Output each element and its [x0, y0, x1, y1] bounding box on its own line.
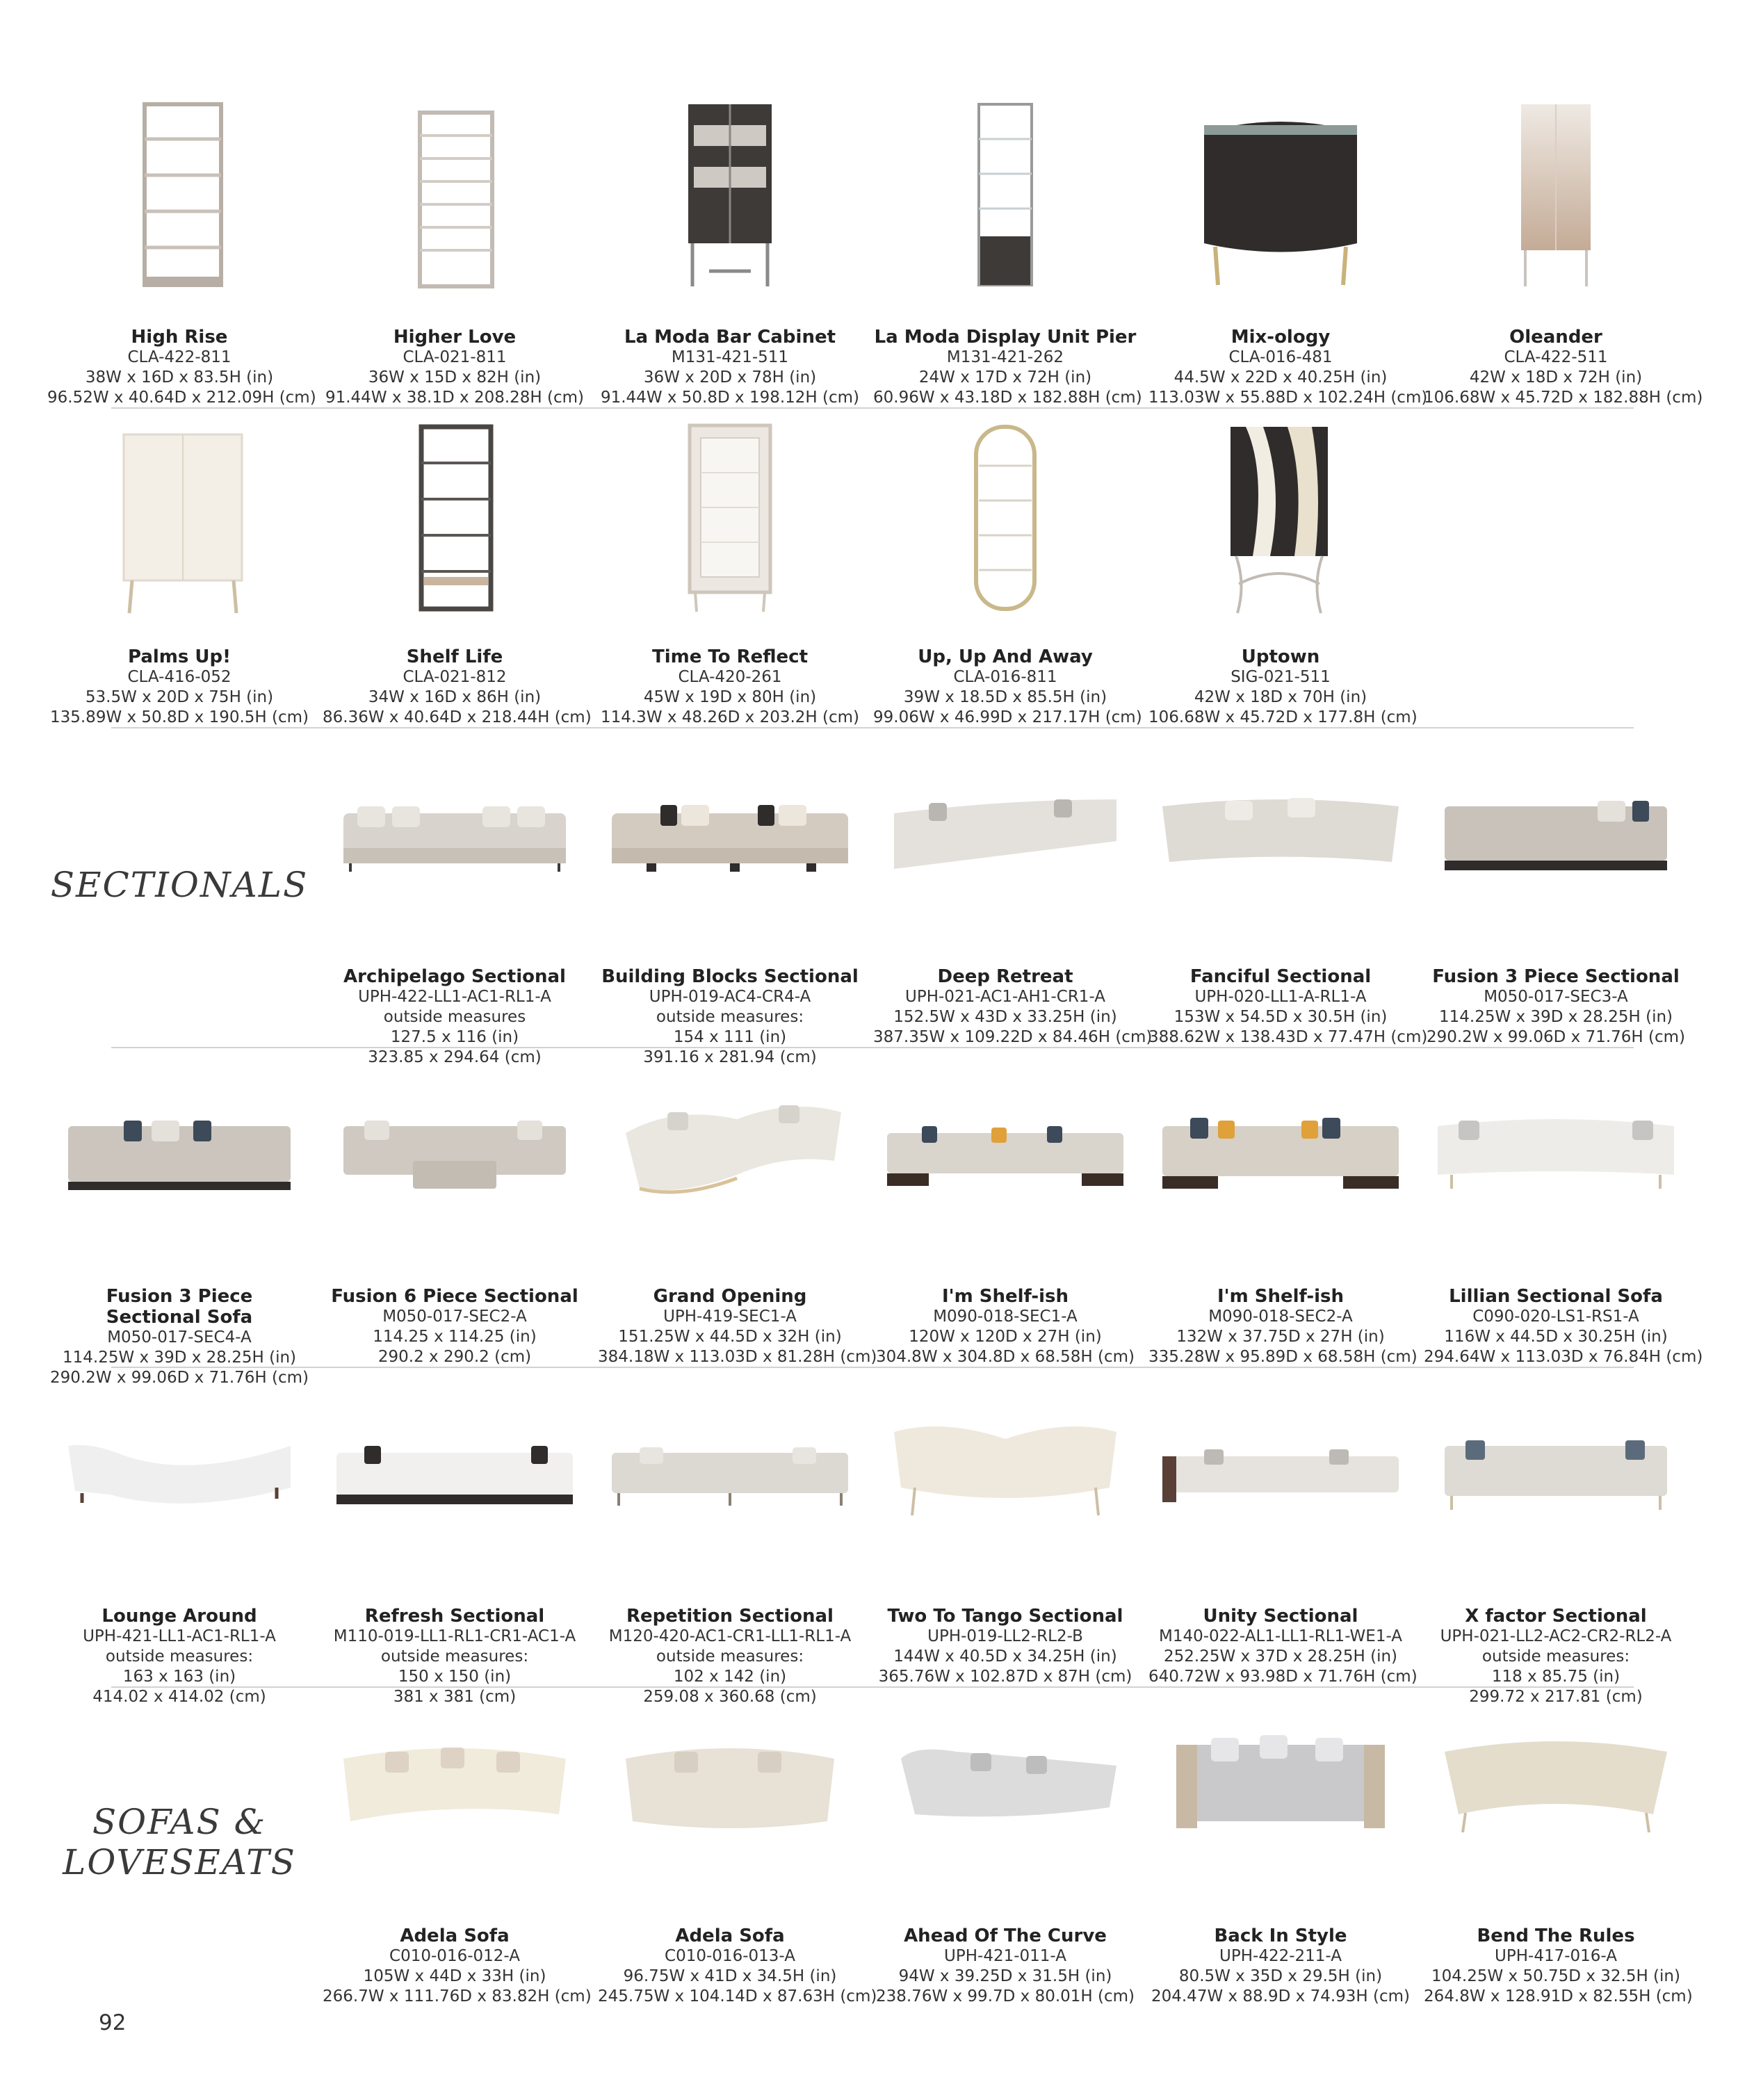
product-card — [47, 1057, 311, 1388]
product-card — [323, 1696, 592, 2007]
product-code: UPH-417-016-A — [1495, 1947, 1617, 1965]
product-dimensions-cm: 335.28W x 95.89D x 68.58H (cm) — [1148, 1348, 1418, 1366]
product-card — [323, 1057, 587, 1367]
product-dimensions-in: 105W x 44D x 33H (in) — [363, 1967, 546, 1985]
product-card — [1424, 1376, 1688, 1707]
product-code: C090-020-LS1-RS1-A — [1472, 1308, 1639, 1326]
product-card — [47, 97, 316, 408]
product-card — [873, 737, 1153, 1048]
product-code: UPH-021-AC1-AH1-CR1-A — [905, 988, 1105, 1006]
product-name: Fusion 3 Piece — [106, 1286, 253, 1307]
product-name: I'm Shelf-ish — [941, 1286, 1069, 1307]
long-sofa-icon — [1148, 1057, 1413, 1286]
product-card — [1148, 97, 1428, 408]
product-dimensions-cm: 264.8W x 128.91D x 82.55H (cm) — [1424, 1987, 1693, 2005]
curved-sofa-icon — [47, 1376, 311, 1606]
product-dimensions-in: 114.25W x 39D x 28.25H (in) — [1438, 1008, 1673, 1026]
product-card — [323, 1376, 587, 1707]
product-code: UPH-020-LL1-A-RL1-A — [1194, 988, 1367, 1006]
product-card — [1424, 1696, 1693, 2007]
product-code: CLA-021-811 — [403, 348, 507, 366]
product-card — [1148, 1696, 1413, 2007]
product-dimensions-in: 144W x 40.5D x 34.25H (in) — [893, 1647, 1117, 1666]
product-dimensions-cm: 266.7W x 111.76D x 83.82H (cm) — [323, 1987, 592, 2005]
section-title-sofas — [47, 1802, 311, 1882]
product-card — [47, 417, 311, 728]
product-dimensions-in: 127.5 x 116 (in) — [390, 1028, 519, 1046]
product-name: Higher Love — [393, 327, 517, 348]
product-code: M120-420-AC1-CR1-LL1-RL1-A — [608, 1627, 852, 1645]
product-name: High Rise — [131, 327, 228, 348]
modular-sofa-icon — [1424, 737, 1688, 966]
product-card — [323, 417, 592, 728]
product-name: Adela Sofa — [400, 1926, 510, 1946]
sectional-icon — [323, 1376, 587, 1606]
product-dimensions-cm: 86.36W x 40.64D x 218.44H (cm) — [323, 708, 592, 726]
product-card — [598, 1057, 877, 1367]
product-card — [873, 1376, 1137, 1687]
product-dimensions-in: 94W x 39.25D x 31.5H (in) — [898, 1967, 1112, 1985]
product-name: I'm Shelf-ish — [1217, 1286, 1345, 1307]
section-title-line: SOFAS & — [92, 1802, 267, 1842]
long-sofa-icon — [873, 1057, 1137, 1286]
product-name: La Moda Bar Cabinet — [624, 327, 836, 348]
product-code: CLA-420-261 — [678, 668, 782, 686]
product-dimensions-cm: 135.89W x 50.8D x 190.5H (cm) — [49, 708, 309, 726]
product-name: Mix-ology — [1231, 327, 1331, 348]
product-code: CLA-016-481 — [1228, 348, 1333, 366]
product-spec-note: outside measures: — [380, 1647, 529, 1666]
curved-sofa-icon — [873, 1376, 1137, 1606]
product-spec-note: outside measures: — [656, 1647, 804, 1666]
product-dimensions-in: 153W x 54.5D x 30.5H (in) — [1173, 1008, 1388, 1026]
curved-sofa-icon — [1148, 737, 1413, 966]
product-dimensions-cm: 290.2 x 290.2 (cm) — [377, 1348, 532, 1366]
row-divider — [111, 1047, 1634, 1048]
product-name: Adela Sofa — [675, 1926, 785, 1946]
product-dimensions-in: 114.25 x 114.25 (in) — [373, 1328, 537, 1346]
product-spec-note: outside measures: — [656, 1008, 804, 1026]
product-dimensions-in: 39W x 18.5D x 85.5H (in) — [903, 688, 1107, 706]
product-dimensions-cm: 290.2W x 99.06D x 71.76H (cm) — [49, 1369, 309, 1387]
product-card — [873, 1057, 1137, 1367]
product-code: SIG-021-511 — [1231, 668, 1331, 686]
product-card — [873, 97, 1142, 408]
product-dimensions-in: 154 x 111 (in) — [673, 1028, 787, 1046]
sofa-icon — [1148, 1696, 1413, 1926]
curved-sofa-icon — [873, 1696, 1137, 1926]
curved-sofa-icon — [1424, 1696, 1688, 1926]
product-code: M110-019-LL1-RL1-CR1-AC1-A — [333, 1627, 576, 1645]
product-dimensions-in: 42W x 18D x 70H (in) — [1194, 688, 1367, 706]
product-card — [1148, 417, 1418, 728]
display-pier-icon — [873, 97, 1137, 327]
product-code: C010-016-013-A — [665, 1947, 795, 1965]
cabinet-icon — [1148, 417, 1413, 646]
product-code: M050-017-SEC4-A — [107, 1328, 252, 1346]
product-name: Grand Opening — [653, 1286, 807, 1307]
curio-icon — [598, 417, 862, 646]
product-name: Ahead Of The Curve — [904, 1926, 1107, 1946]
product-card — [873, 417, 1142, 728]
product-name: Shelf Life — [406, 646, 503, 667]
product-dimensions-cm: 113.03W x 55.88D x 102.24H (cm) — [1148, 389, 1428, 407]
product-card — [1424, 737, 1688, 1048]
row-divider — [111, 1367, 1634, 1368]
product-name: Fanciful Sectional — [1189, 966, 1372, 987]
product-dimensions-cm: 259.08 x 360.68 (cm) — [643, 1688, 817, 1706]
product-name: Fusion 6 Piece Sectional — [331, 1286, 578, 1307]
product-dimensions-cm: 60.96W x 43.18D x 182.88H (cm) — [873, 389, 1142, 407]
product-dimensions-in: 80.5W x 35D x 29.5H (in) — [1178, 1967, 1383, 1985]
product-dimensions-in: 104.25W x 50.75D x 32.5H (in) — [1431, 1967, 1680, 1985]
product-name: Palms Up! — [127, 646, 231, 667]
armoire-icon — [1424, 97, 1688, 327]
product-dimensions-in: 34W x 16D x 86H (in) — [368, 688, 542, 706]
product-code: CLA-021-812 — [403, 668, 507, 686]
product-dimensions-cm: 414.02 x 414.02 (cm) — [92, 1688, 266, 1706]
product-dimensions-cm: 91.44W x 38.1D x 208.28H (cm) — [325, 389, 585, 407]
product-dimensions-in: 45W x 19D x 80H (in) — [643, 688, 817, 706]
product-name: La Moda Display Unit Pier — [874, 327, 1137, 348]
bookcase-icon — [47, 97, 311, 327]
product-code: UPH-421-LL1-AC1-RL1-A — [83, 1627, 276, 1645]
product-dimensions-cm: 323.85 x 294.64 (cm) — [368, 1048, 542, 1066]
product-name: Back In Style — [1214, 1926, 1347, 1946]
product-dimensions-cm: 106.68W x 45.72D x 177.8H (cm) — [1148, 708, 1418, 726]
product-card — [873, 1696, 1137, 2007]
product-spec-note: outside measures: — [1481, 1647, 1630, 1666]
product-dimensions-cm: 114.3W x 48.26D x 203.2H (cm) — [600, 708, 860, 726]
product-name: Building Blocks Sectional — [601, 966, 859, 987]
product-code: M140-022-AL1-LL1-RL1-WE1-A — [1158, 1627, 1402, 1645]
product-name: Unity Sectional — [1203, 1606, 1358, 1627]
product-dimensions-in: 102 x 142 (in) — [673, 1668, 787, 1686]
product-name: Time To Reflect — [651, 646, 809, 667]
curved-sofa-icon — [598, 1057, 862, 1286]
product-dimensions-in: 252.25W x 37D x 28.25H (in) — [1163, 1647, 1398, 1666]
product-dimensions-cm: 106.68W x 45.72D x 182.88H (cm) — [1424, 389, 1703, 407]
product-name: Lounge Around — [101, 1606, 257, 1627]
product-card — [1148, 1057, 1418, 1367]
product-dimensions-in: 38W x 16D x 83.5H (in) — [85, 368, 274, 386]
product-code: UPH-421-011-A — [944, 1947, 1066, 1965]
product-code: UPH-422-211-A — [1219, 1947, 1342, 1965]
product-dimensions-in: 24W x 17D x 72H (in) — [918, 368, 1092, 386]
product-card — [1148, 737, 1428, 1048]
product-name: Repetition Sectional — [626, 1606, 834, 1627]
product-dimensions-cm: 304.8W x 304.8D x 68.58H (cm) — [875, 1348, 1135, 1366]
bar-cabinet-icon — [598, 97, 862, 327]
product-dimensions-in: 42W x 18D x 72H (in) — [1469, 368, 1643, 386]
sectional-icon — [1424, 1376, 1688, 1606]
product-dimensions-cm: 290.2W x 99.06D x 71.76H (cm) — [1426, 1028, 1686, 1046]
product-dimensions-cm: 640.72W x 93.98D x 71.76H (cm) — [1148, 1668, 1418, 1686]
product-code: CLA-416-052 — [127, 668, 232, 686]
product-name: Deep Retreat — [937, 966, 1073, 987]
product-name-line2: Sectional Sofa — [106, 1307, 253, 1328]
product-card — [598, 737, 862, 1068]
cabinet-icon — [47, 417, 311, 646]
product-card — [598, 1696, 877, 2007]
product-dimensions-in: 114.25W x 39D x 28.25H (in) — [62, 1349, 297, 1367]
etagere-icon — [873, 417, 1137, 646]
product-dimensions-cm: 387.35W x 109.22D x 84.46H (cm) — [873, 1028, 1153, 1046]
product-card — [598, 417, 862, 728]
product-card — [1148, 1376, 1418, 1687]
product-dimensions-cm: 238.76W x 99.7D x 80.01H (cm) — [875, 1987, 1135, 2005]
product-dimensions-cm: 299.72 x 217.81 (cm) — [1469, 1688, 1643, 1706]
product-code: CLA-422-511 — [1504, 348, 1608, 366]
product-dimensions-in: 151.25W x 44.5D x 32H (in) — [618, 1328, 842, 1346]
product-dimensions-cm: 388.62W x 138.43D x 77.47H (cm) — [1148, 1028, 1428, 1046]
product-name: Oleander — [1509, 327, 1602, 348]
bar-cart-icon — [1148, 97, 1413, 327]
product-code: M090-018-SEC1-A — [933, 1308, 1078, 1326]
sectional-icon — [598, 1376, 862, 1606]
product-dimensions-in: 96.75W x 41D x 34.5H (in) — [623, 1967, 837, 1985]
bookcase-icon — [323, 417, 587, 646]
product-spec-note: outside measures: — [105, 1647, 254, 1666]
product-code: CLA-422-811 — [127, 348, 232, 366]
product-code: C010-016-012-A — [389, 1947, 520, 1965]
product-code: UPH-422-LL1-AC1-RL1-A — [358, 988, 551, 1006]
sectional-icon — [323, 1057, 587, 1286]
product-code: M050-017-SEC2-A — [382, 1308, 527, 1326]
product-card — [323, 97, 587, 408]
product-name: Up, Up And Away — [918, 646, 1093, 667]
bookcase-icon — [323, 97, 587, 327]
product-dimensions-cm: 99.06W x 46.99D x 217.17H (cm) — [873, 708, 1142, 726]
product-dimensions-in: 116W x 44.5D x 30.25H (in) — [1444, 1328, 1668, 1346]
product-dimensions-in: 152.5W x 43D x 33.25H (in) — [893, 1008, 1117, 1026]
product-code: UPH-419-SEC1-A — [663, 1308, 797, 1326]
product-name: Archipelago Sectional — [343, 966, 566, 987]
product-card — [1424, 97, 1703, 408]
product-code: UPH-019-AC4-CR4-A — [649, 988, 811, 1006]
row-divider — [111, 407, 1634, 409]
product-dimensions-cm: 245.75W x 104.14D x 87.63H (cm) — [598, 1987, 877, 2005]
product-card — [323, 737, 587, 1068]
sectional-icon — [323, 737, 587, 966]
product-dimensions-cm: 365.76W x 102.87D x 87H (cm) — [878, 1668, 1132, 1686]
product-card — [598, 1376, 862, 1707]
product-code: UPH-021-LL2-AC2-CR2-RL2-A — [1440, 1627, 1672, 1645]
product-dimensions-in: 118 x 85.75 (in) — [1491, 1668, 1621, 1686]
product-code: UPH-019-LL2-RL2-B — [927, 1627, 1083, 1645]
product-dimensions-cm: 391.16 x 281.94 (cm) — [643, 1048, 817, 1066]
sectional-icon — [598, 737, 862, 966]
product-dimensions-cm: 384.18W x 113.03D x 81.28H (cm) — [598, 1348, 877, 1366]
section-title-line: LOVESEATS — [63, 1842, 296, 1882]
curved-sofa-icon — [873, 737, 1137, 966]
product-dimensions-cm: 96.52W x 40.64D x 212.09H (cm) — [47, 389, 316, 407]
product-card — [47, 1376, 311, 1707]
curved-sofa-icon — [598, 1696, 862, 1926]
product-name: Fusion 3 Piece Sectional — [1432, 966, 1680, 987]
long-sofa-icon — [1424, 1057, 1688, 1286]
product-name: Bend The Rules — [1477, 1926, 1635, 1946]
product-dimensions-cm: 294.64W x 113.03D x 76.84H (cm) — [1424, 1348, 1703, 1366]
product-code: M050-017-SEC3-A — [1484, 988, 1628, 1006]
product-dimensions-in: 163 x 163 (in) — [122, 1668, 236, 1686]
row-divider — [111, 1686, 1634, 1688]
product-name: Lillian Sectional Sofa — [1449, 1286, 1663, 1307]
product-dimensions-in: 120W x 120D x 27H (in) — [909, 1328, 1102, 1346]
product-name: X factor Sectional — [1465, 1606, 1647, 1627]
product-dimensions-in: 36W x 20D x 78H (in) — [643, 368, 817, 386]
product-spec-note: outside measures — [383, 1008, 526, 1026]
product-card — [598, 97, 862, 408]
product-code: M090-018-SEC2-A — [1208, 1308, 1353, 1326]
product-name: Refresh Sectional — [364, 1606, 545, 1627]
product-code: M131-421-511 — [671, 348, 789, 366]
product-code: M131-421-262 — [946, 348, 1064, 366]
product-dimensions-in: 150 x 150 (in) — [398, 1668, 512, 1686]
curved-sofa-icon — [323, 1696, 587, 1926]
page-number: 92 — [99, 2010, 127, 2035]
product-name: Two To Tango Sectional — [887, 1606, 1123, 1627]
product-name: Uptown — [1241, 646, 1320, 667]
modular-sofa-icon — [47, 1057, 311, 1286]
product-dimensions-cm: 204.47W x 88.9D x 74.93H (cm) — [1151, 1987, 1411, 2005]
product-dimensions-in: 53.5W x 20D x 75H (in) — [85, 688, 274, 706]
row-divider — [111, 727, 1634, 729]
product-dimensions-cm: 91.44W x 50.8D x 198.12H (cm) — [600, 389, 860, 407]
product-dimensions-in: 44.5W x 22D x 40.25H (in) — [1173, 368, 1388, 386]
product-dimensions-cm: 381 x 381 (cm) — [393, 1688, 517, 1706]
section-title-sectionals: SECTIONALS — [50, 865, 309, 905]
product-dimensions-in: 132W x 37.75D x 27H (in) — [1176, 1328, 1385, 1346]
product-code: CLA-016-811 — [953, 668, 1057, 686]
product-dimensions-in: 36W x 15D x 82H (in) — [368, 368, 542, 386]
product-card — [1424, 1057, 1703, 1367]
long-sofa-icon — [1148, 1376, 1413, 1606]
